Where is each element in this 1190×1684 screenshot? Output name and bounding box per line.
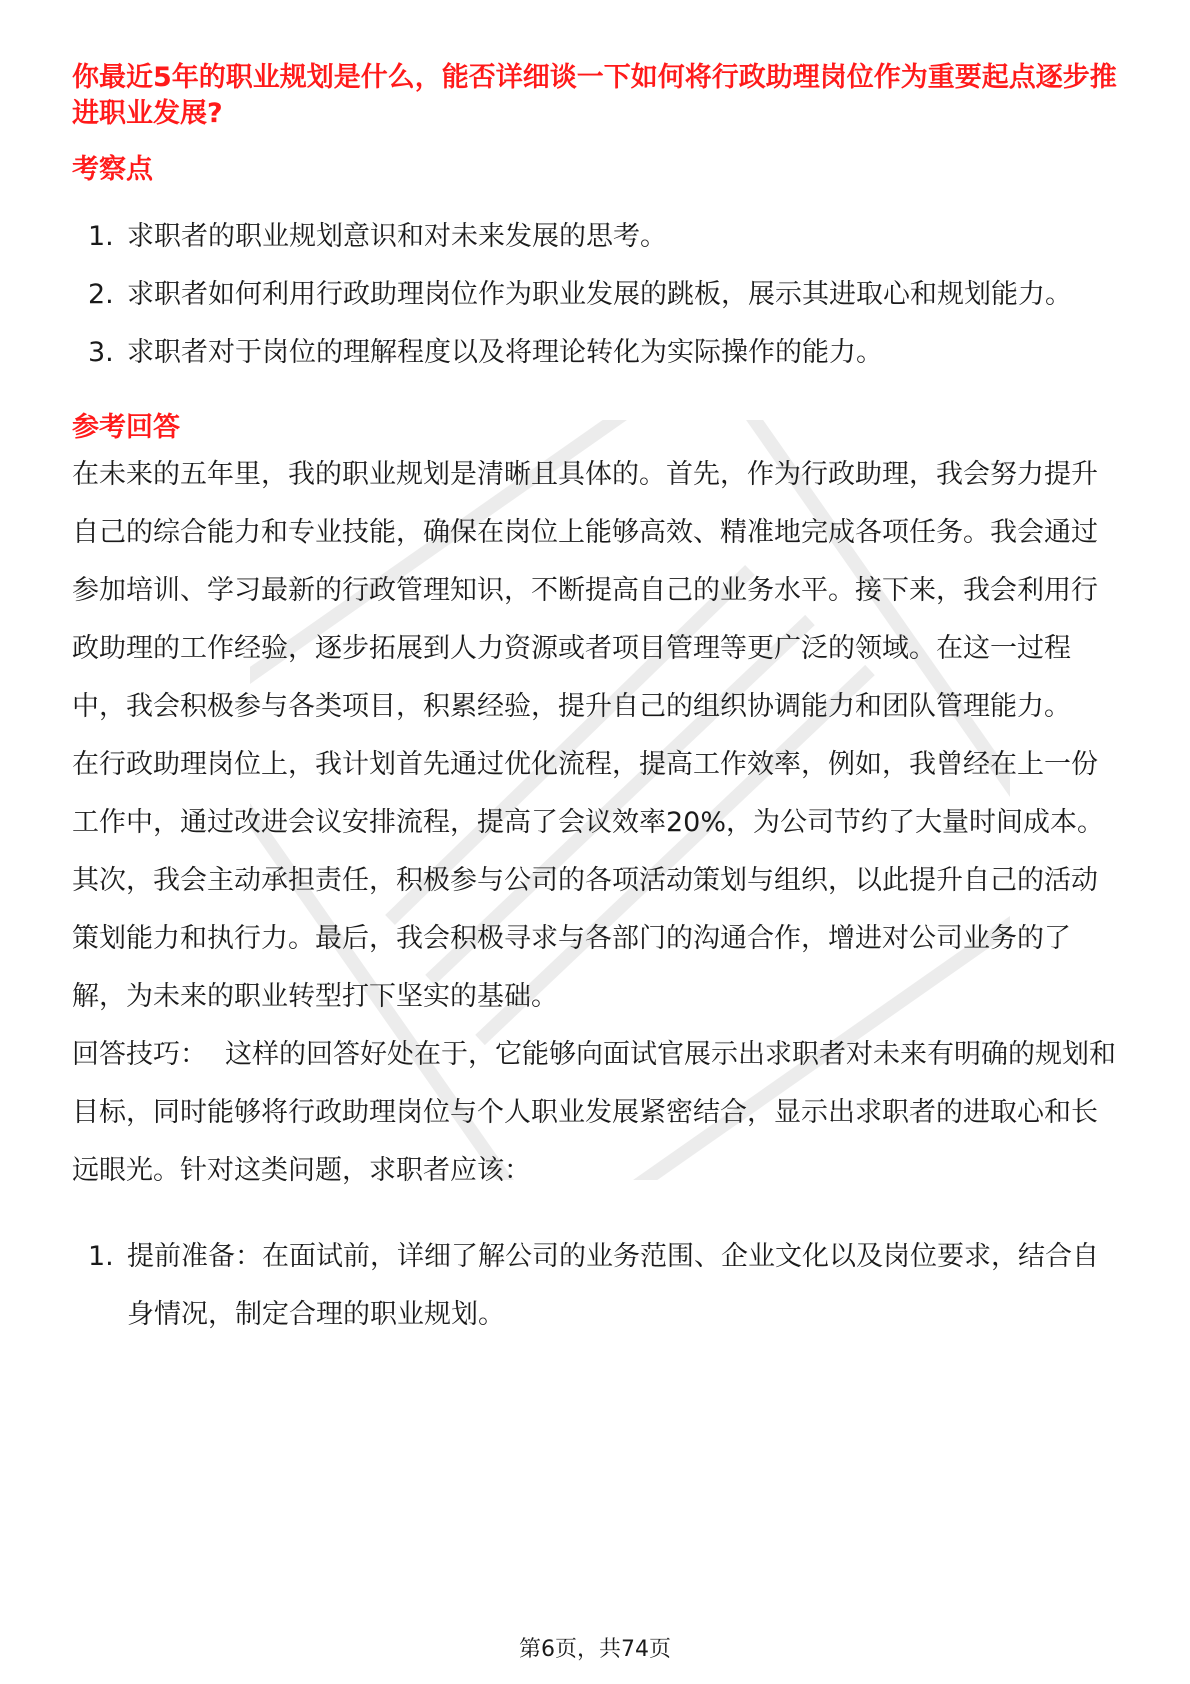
question-heading: 你最近5年的职业规划是什么，能否详细谈一下如何将行政助理岗位作为重要起点逐步推进职业发展? xyxy=(72,62,1117,129)
list-number: 3. xyxy=(88,337,114,368)
list-number: 1. xyxy=(88,1241,114,1272)
list-item-text: 求职者的职业规划意识和对未来发展的思考。 xyxy=(127,221,667,252)
list-item xyxy=(72,266,1122,324)
answer-section-title: 参考回答 xyxy=(72,412,180,443)
tips-label: 回答技巧： xyxy=(72,1039,207,1070)
list-number: 1. xyxy=(88,221,114,252)
answer-paragraph: 在未来的五年里，我的职业规划是清晰且具体的。首先，作为行政助理，我会努力提升自己的综合能力和专业技能，确保在岗位上能够高效、精准地完成各项任务。我会通过参加培训、学习最新的行政管理知识，不断提高自己的业务水平。接下来，我会利用行政助理的工作经验，逐步拓展到人力资源或者项目管理等更广泛的领域。在这一过程中，我会积极参与各类项目，积累经验，提升自己的组织协调能力和团队管理能力。 xyxy=(72,459,1098,722)
list-number: 2. xyxy=(88,279,114,310)
list-item-text: 求职者对于岗位的理解程度以及将理论转化为实际操作的能力。 xyxy=(127,337,883,368)
answer-paragraph: 在行政助理岗位上，我计划首先通过优化流程，提高工作效率，例如，我曾经在上一份工作中，通过改进会议安排流程，提高了会议效率20%，为公司节约了大量时间成本。其次，我会主动承担责任，积极参与公司的各项活动策划与组织，以此提升自己的活动策划能力和执行力。最后，我会积极寻求与各部门的沟通合作，增进对公司业务的了解，为未来的职业转型打下坚实的基础。 xyxy=(72,749,1105,1012)
list-item-text: 提前准备：在面试前，详细了解公司的业务范围、企业文化以及岗位要求，结合自身情况，制定合理的职业规划。 xyxy=(127,1241,1099,1330)
page-footer: 第6页，共74页 xyxy=(519,1637,671,1662)
list-item xyxy=(72,1228,1122,1344)
content-area xyxy=(72,60,1122,1344)
focus-section-title: 考察点 xyxy=(72,154,153,185)
list-item-text: 求职者如何利用行政助理岗位作为职业发展的跳板，展示其进取心和规划能力。 xyxy=(127,279,1072,310)
list-item xyxy=(72,208,1122,266)
focus-list xyxy=(72,208,1122,382)
tips-paragraph xyxy=(72,1026,1122,1200)
tips-list xyxy=(72,1228,1122,1344)
tips-text: 这样的回答好处在于，它能够向面试官展示出求职者对未来有明确的规划和目标，同时能够将行政助理岗位与个人职业发展紧密结合，显示出求职者的进取心和长远眼光。针对这类问题，求职者应该： xyxy=(72,1039,1116,1186)
list-item xyxy=(72,324,1122,382)
